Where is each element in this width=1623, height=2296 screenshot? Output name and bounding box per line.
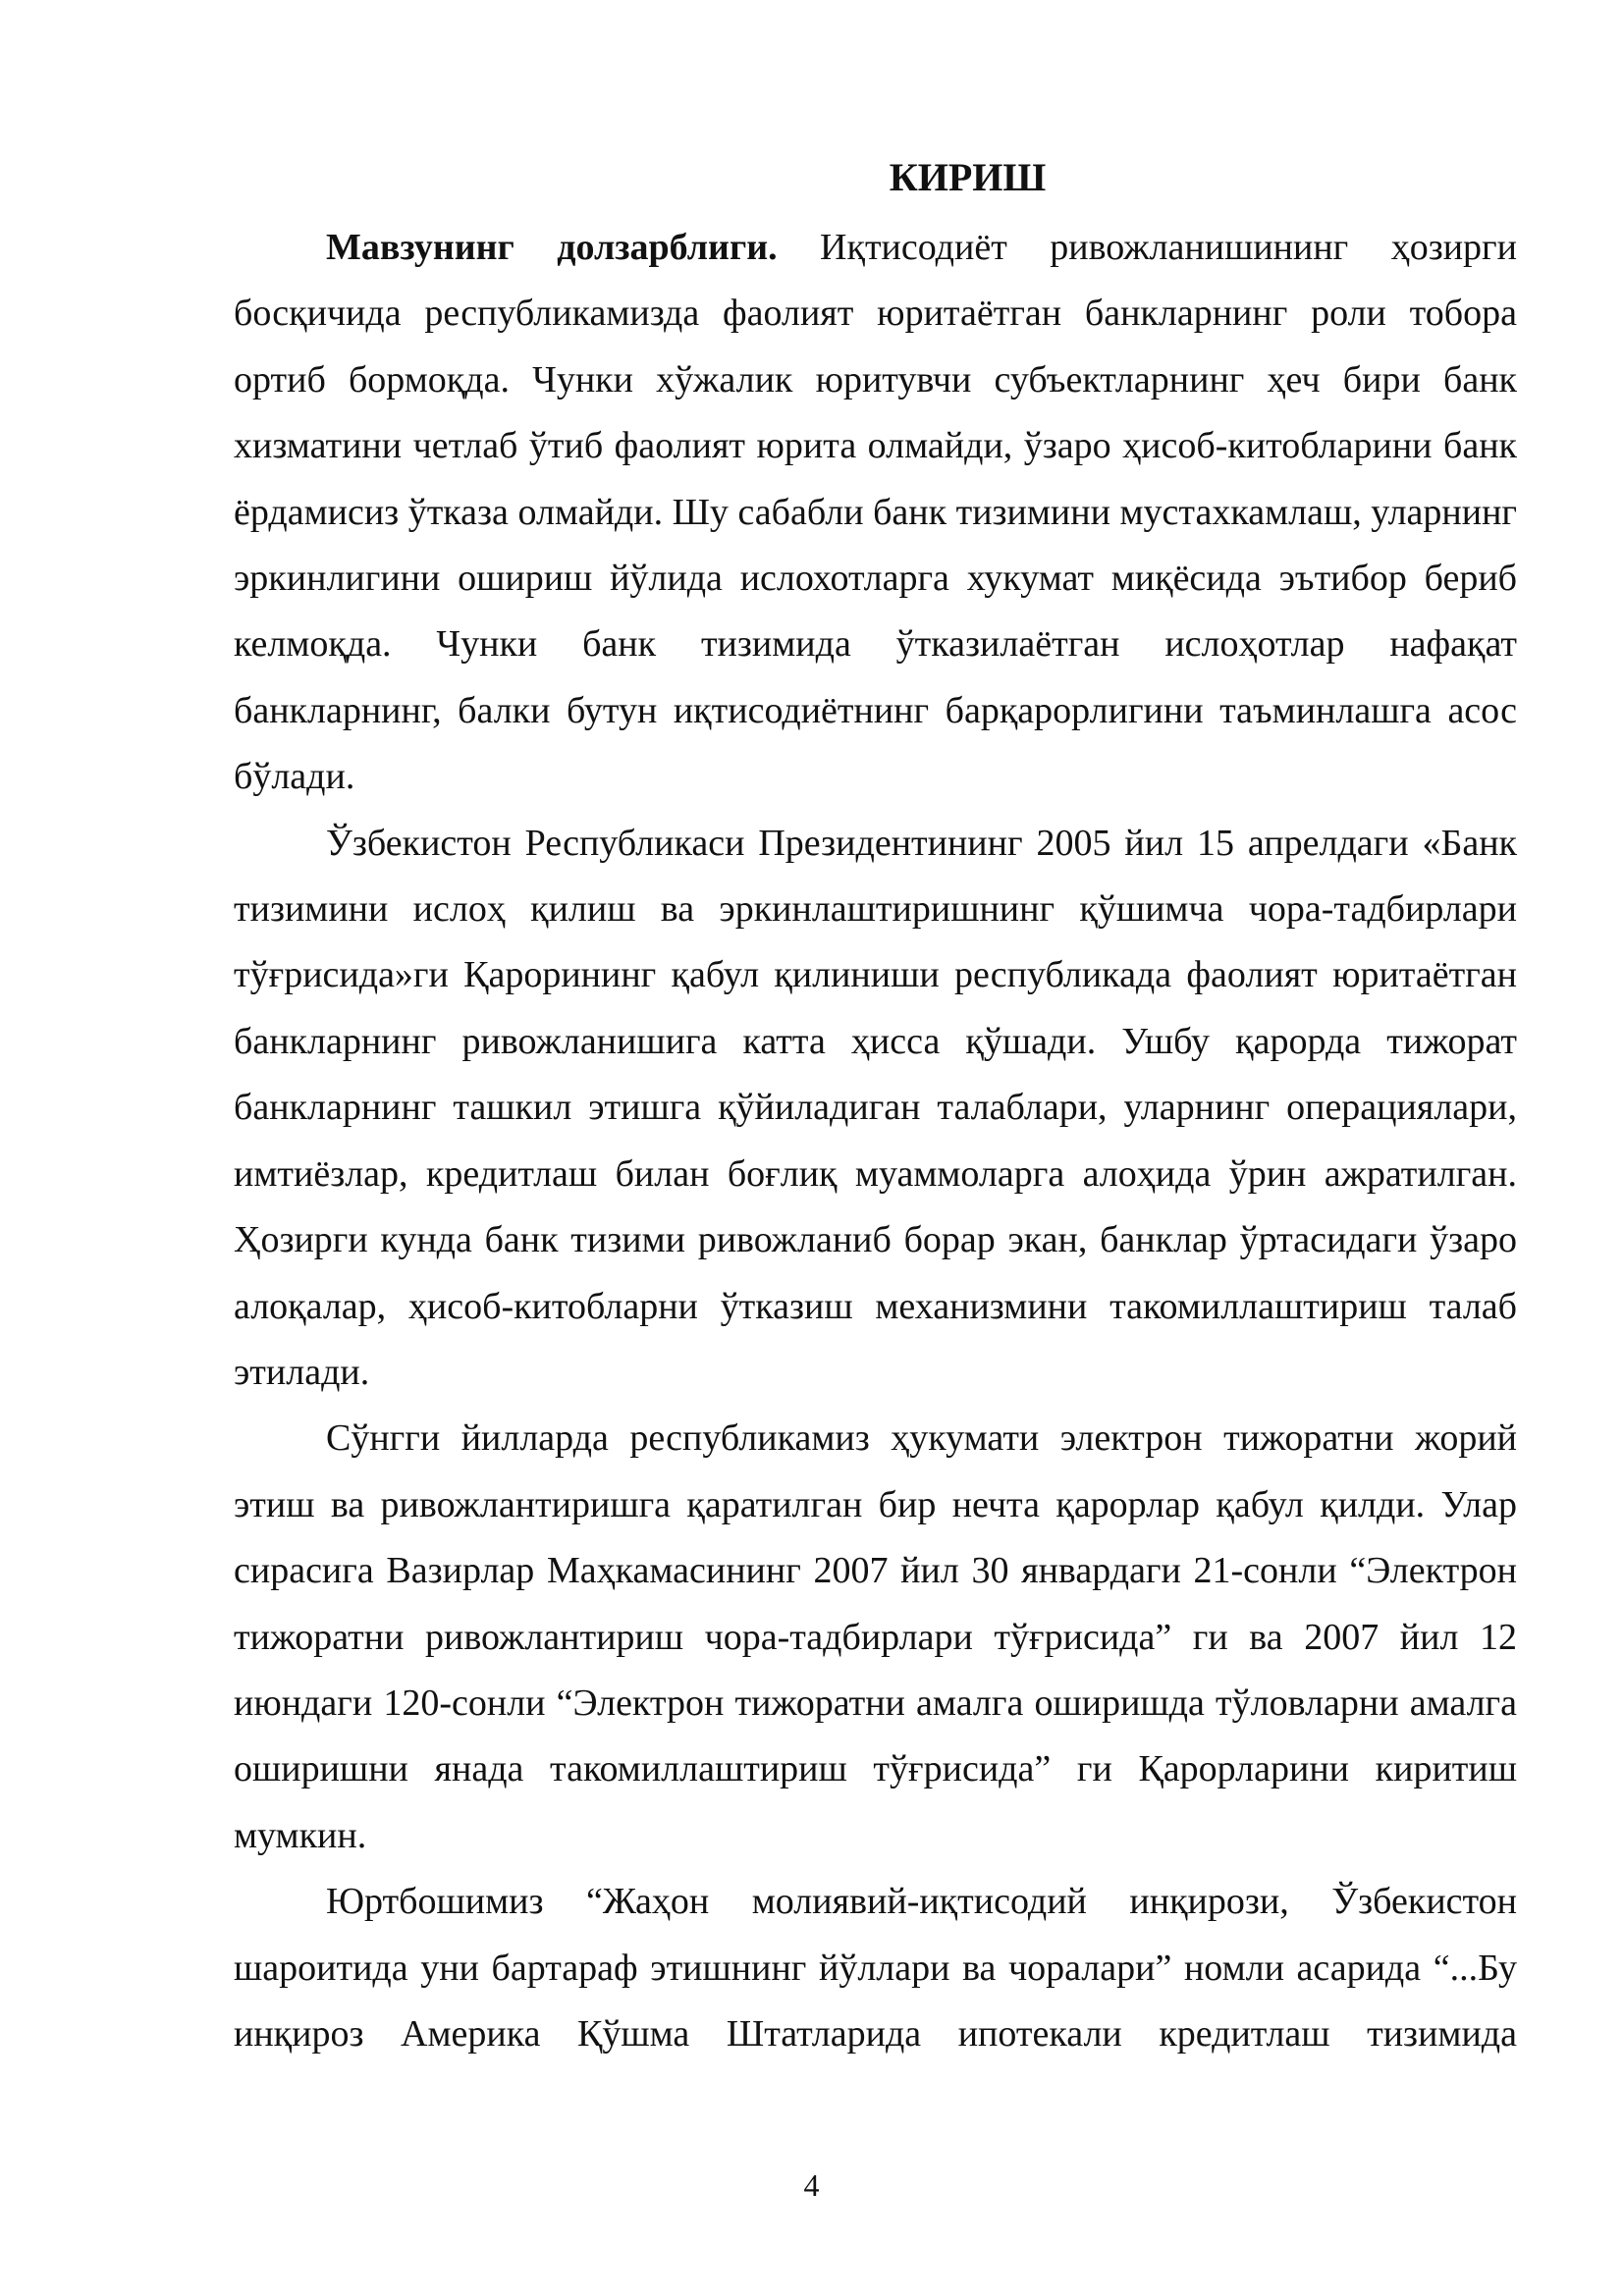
paragraph-government-resolutions: [234, 1406, 1517, 1869]
paragraph-text: Ўзбекистон Республикаси Президентининг 2005 йил 15 апрелдаги «Банк тизимини ислоҳ қилиш ва эркинлаштиришнинг қўшимча чора-тадбирлари тўғрисида»ги Қарорининг қабул қилиниши республикада фаолият юритаётган банкларнинг ривожланишига катта ҳисса қўшади. Ушбу қарорда тижорат банкларнинг ташкил этишга қўйиладиган талаблари, уларнинг операциялари, имтиёзлар, кредитлаш билан боғлиқ муаммоларга алоҳида ўрин ажратилган. Ҳозирги кунда банк тизими ривожланиб борар экан, банклар ўртасидаги ўзаро алоқалар, ҳисоб-китобларни ўтказиш механизмини такомиллаштириш талаб этилади.: [234, 822, 1517, 1393]
body-text: [234, 215, 1517, 2067]
paragraph-text: Юртбошимиз “Жаҳон молиявий-иқтисодий инқирози, Ўзбекистон шароитида уни бартараф этишнинг йўллари ва чоралари” номли асарида “...Бу инқироз Америка Қўшма Штатларида ипотекали кредитлаш тизимида: [234, 1881, 1517, 2055]
paragraph-presidential-decree: [234, 811, 1517, 1407]
page-number: 4: [803, 2167, 820, 2203]
section-heading: КИРИШ: [889, 155, 1047, 199]
paragraph-crisis-quote: [234, 1869, 1517, 2067]
paragraph-lead: Мавзунинг долзарблиги.: [326, 227, 778, 268]
paragraph-text: Иқтисодиёт ривожланишининг ҳозирги босқичида республикамизда фаолият юритаётган банкларнинг роли тобора ортиб бормоқда. Чунки хўжалик юритувчи субъектларнинг ҳеч бири банк хизматини четлаб ўтиб фаолият юрита олмайди, ўзаро ҳисоб-китобларини банк ёрдамисиз ўтказа олмайди. Шу сабабли банк тизимини мустахкамлаш, уларнинг эркинлигини ошириш йўлида ислохотларга хукумат миқёсида эътибор бериб келмоқда. Чунки банк тизимида ўтказилаётган ислоҳотлар нафақат банкларнинг, балки бутун иқтисодиётнинг барқарорлигини таъминлашга асос бўлади.: [234, 227, 1517, 798]
paragraph-relevance: [234, 215, 1517, 811]
paragraph-text: Сўнгги йилларда республикамиз ҳукумати электрон тижоратни жорий этиш ва ривожлантиришга қаратилган бир нечта қарорлар қабул қилди. Улар сирасига Вазирлар Маҳкамасининг 2007 йил 30 январдаги 21-сонли “Электрон тижоратни ривожлантириш чора-тадбирлари тўғрисида” ги ва 2007 йил 12 июндаги 120-сонли “Электрон тижоратни амалга оширишда тўловларни амалга оширишни янада такомиллаштириш тўғрисида” ги Қарорларини киритиш мумкин.: [234, 1417, 1517, 1856]
